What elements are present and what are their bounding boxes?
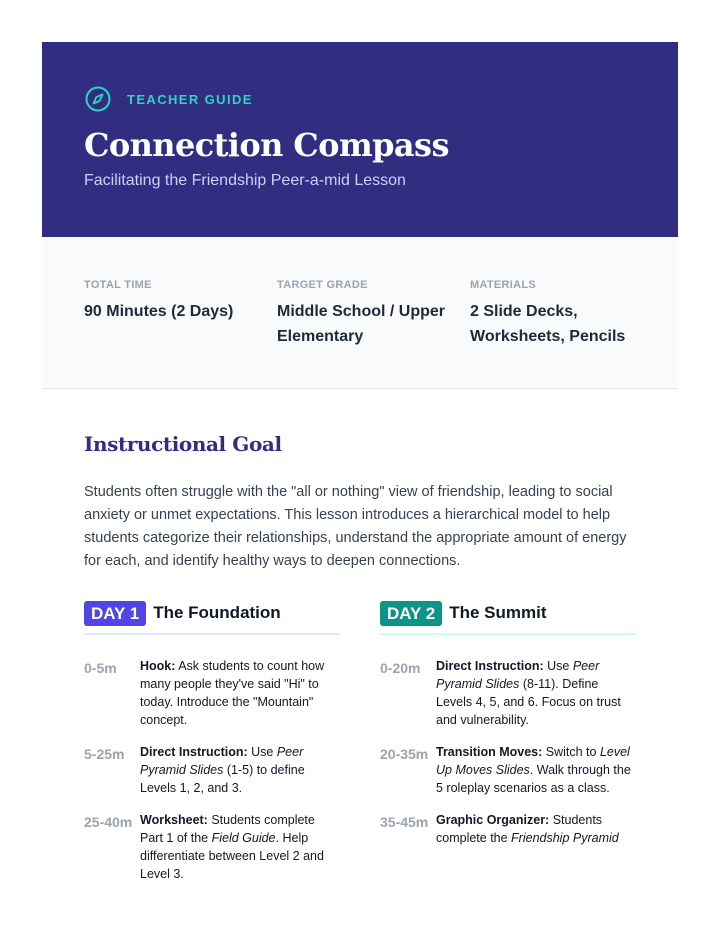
day-badge: DAY 2	[380, 601, 442, 626]
item-description	[436, 743, 636, 797]
page-title: Connection Compass	[84, 126, 449, 164]
info-value: 90 Minutes (2 Days)	[84, 303, 234, 320]
item-time: 20-35m	[380, 746, 429, 762]
schedule-list	[84, 657, 340, 883]
info-label: TOTAL TIME	[84, 279, 152, 291]
day-divider	[84, 633, 340, 635]
item-text: Students complete the	[436, 813, 603, 845]
schedule-item	[380, 743, 636, 797]
item-time: 25-40m	[84, 814, 133, 830]
goal-text: Students often struggle with the "all or nothing" view of friendship, leading to social anxiety or unmet expectations. This lesson introduces a hierarchical model to help students categorize their relationships, understand the appropriate amount of energy for each, and identify healthy ways to deepen connections.	[84, 484, 627, 569]
day-badge: DAY 1	[84, 601, 146, 626]
lesson-info-band	[42, 237, 678, 389]
header-banner	[42, 42, 678, 237]
page-subtitle: Facilitating the Friendship Peer-a-mid Lesson	[84, 172, 406, 189]
item-description	[140, 811, 340, 883]
day-2-section	[380, 600, 636, 861]
info-value: Middle School / Upper Elementary	[277, 303, 446, 345]
item-label: Transition Moves:	[436, 745, 543, 759]
item-label: Worksheet:	[140, 813, 208, 827]
item-emphasis: Peer Pyramid Slides	[140, 745, 304, 777]
item-label: Direct Instruction:	[140, 745, 248, 759]
item-text: Use	[543, 659, 573, 673]
item-description	[436, 657, 636, 729]
item-text: Use	[247, 745, 277, 759]
item-text-end: . Help differentiate between Level 2 and Level 3.	[140, 831, 324, 881]
info-materials	[470, 279, 650, 349]
item-text: Students complete Part 1 of the	[140, 813, 315, 845]
item-time: 5-25m	[84, 746, 125, 762]
item-emphasis: Level Up Moves Slides	[436, 745, 630, 777]
item-label: Graphic Organizer:	[436, 813, 550, 827]
item-text-end: (1-5) to define Levels 1, 2, and 3.	[140, 763, 305, 795]
schedule-item	[380, 657, 636, 729]
info-label: MATERIALS	[470, 279, 537, 291]
day-header	[84, 600, 340, 626]
eyebrow	[84, 85, 253, 113]
info-total-time	[84, 279, 264, 324]
item-text-end: . Walk through the 5 roleplay scenarios as a class.	[436, 763, 631, 795]
item-time: 35-45m	[380, 814, 429, 830]
schedule-list	[380, 657, 636, 847]
item-text: Ask students to count how many people they've said "Hi" to today. Introduce the "Mountain" concept.	[140, 659, 325, 727]
schedule-item	[380, 811, 636, 847]
item-label: Hook:	[140, 659, 176, 673]
item-text-end: (8-11). Define Levels 4, 5, and 6. Focus on trust and vulnerability.	[436, 677, 621, 727]
day-title: The Foundation	[153, 603, 281, 622]
item-emphasis: Peer Pyramid Slides	[436, 659, 600, 691]
eyebrow-label: TEACHER GUIDE	[127, 91, 253, 107]
item-time: 0-5m	[84, 660, 117, 676]
day-divider	[380, 633, 636, 635]
info-value: 2 Slide Decks, Worksheets, Pencils	[470, 303, 626, 345]
day-1-section	[84, 600, 340, 897]
item-text: Switch to	[542, 745, 600, 759]
schedule-item	[84, 811, 340, 883]
item-emphasis: Friendship Pyramid	[511, 831, 619, 845]
item-description	[140, 743, 340, 797]
item-description	[436, 811, 636, 847]
item-label: Direct Instruction:	[436, 659, 544, 673]
schedule-item	[84, 657, 340, 729]
info-target-grade	[277, 279, 447, 349]
item-time: 0-20m	[380, 660, 421, 676]
item-emphasis: Field Guide	[211, 831, 276, 845]
item-description	[140, 657, 340, 729]
day-title: The Summit	[449, 603, 547, 622]
goal-heading: Instructional Goal	[84, 432, 282, 456]
schedule-item	[84, 743, 340, 797]
day-header	[380, 600, 636, 626]
info-label: TARGET GRADE	[277, 279, 368, 291]
compass-icon	[84, 85, 112, 113]
